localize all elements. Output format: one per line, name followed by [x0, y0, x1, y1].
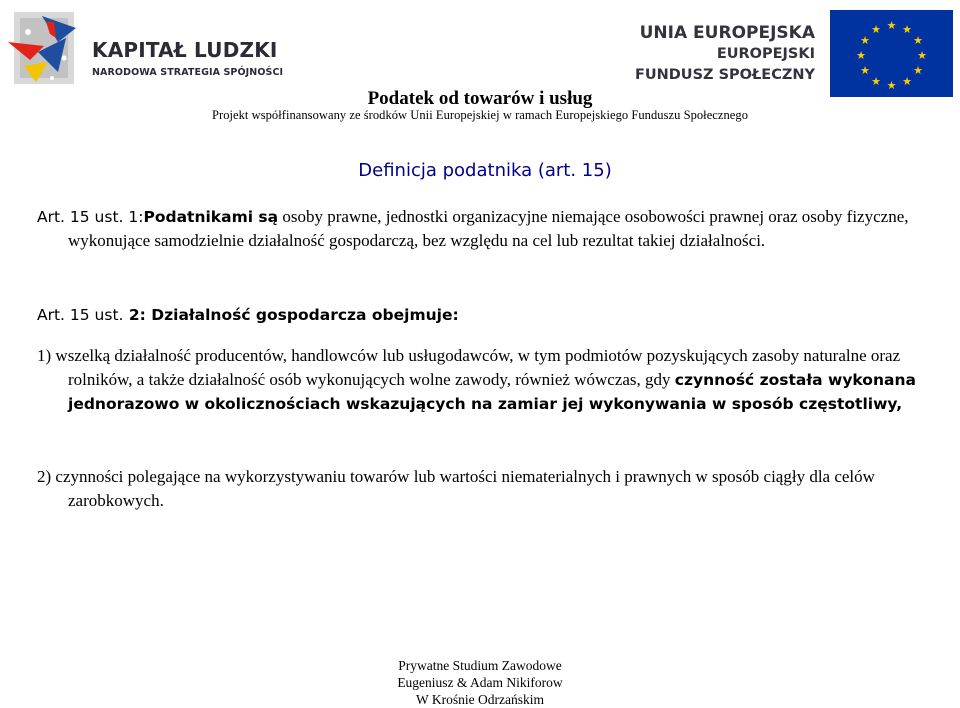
art-15-1-label: Art. 15 ust. 1:: [37, 208, 144, 226]
svg-text:★: ★: [860, 64, 870, 77]
document-title: Podatek od towarów i usług: [367, 88, 593, 109]
svg-text:★: ★: [902, 23, 912, 36]
kapital-ludzki-subtitle: NARODOWA STRATEGIA SPÓJNOŚCI: [92, 67, 284, 78]
kapital-ludzki-emblem-icon: [8, 8, 78, 88]
svg-text:★: ★: [913, 64, 923, 77]
svg-text:★: ★: [913, 34, 923, 47]
list-item-1: [37, 344, 960, 416]
eu-line-3: FUNDUSZ SPOŁECZNY: [634, 67, 815, 83]
footer-line-1: Prywatne Studium Zawodowe: [398, 658, 562, 673]
art-15-1-term: Podatnikami są: [143, 208, 279, 226]
art-15-1-paragraph: [37, 205, 960, 253]
art-15-2-paragraph: [37, 303, 937, 327]
footer-line-3: W Krośnie Odrzańskim: [416, 692, 544, 707]
eu-logo-text: [635, 22, 815, 86]
svg-text:★: ★: [871, 23, 881, 36]
svg-text:★: ★: [917, 49, 927, 62]
footer-line-2: Eugeniusz & Adam Nikiforow: [397, 675, 563, 690]
document-subtitle: Projekt współfinansowany ze środków Unii Europejskiej w ramach Europejskiego Funduszu Społecznego: [212, 108, 748, 122]
svg-text:★: ★: [860, 34, 870, 47]
list-item-2: 2) czynności polegające na wykorzystywaniu towarów lub wartości niematerialnych i prawnych w sposób ciągły dla celów zarobkowych.: [37, 467, 875, 510]
kapital-ludzki-logo: [8, 8, 308, 88]
kapital-ludzki-title: KAPITAŁ LUDZKI: [92, 38, 278, 62]
art-15-2-text: 2: Działalność gospodarcza obejmuje:: [123, 306, 459, 324]
art-15-1-text: osoby prawne, jednostki organizacyjne niemające osobowości prawnej oraz osoby fizyczne, wykonujące samodzielnie działalność gospodarczą, bez względu na cel lub rezultat takiej działalności.: [68, 207, 909, 250]
svg-text:★: ★: [871, 75, 881, 88]
svg-text:★: ★: [902, 75, 912, 88]
list-item-1-bold: czynność została wykonana jednorazowo w okolicznościach wskazujących na zamiar jej wykonywania w sposób częstotliwy,: [68, 371, 916, 413]
section-heading: Definicja podatnika (art. 15): [358, 160, 612, 181]
svg-text:★: ★: [886, 19, 897, 32]
svg-text:★: ★: [856, 49, 866, 62]
art-15-2-label: Art. 15 ust.: [37, 306, 124, 324]
eu-line-2: EUROPEJSKI: [716, 46, 815, 62]
eu-flag-icon: [830, 10, 953, 97]
svg-text:★: ★: [886, 79, 897, 92]
footer: [0, 657, 960, 708]
eu-line-1: UNIA EUROPEJSKA: [639, 23, 815, 43]
list-item-1-text: 1) wszelką działalność producentów, handlowców lub usługodawców, w tym podmiotów pozyskujących zasoby naturalne oraz rolników, a także działalność osób wykonujących wolne zawody, również wówczas, gdy: [37, 346, 901, 389]
